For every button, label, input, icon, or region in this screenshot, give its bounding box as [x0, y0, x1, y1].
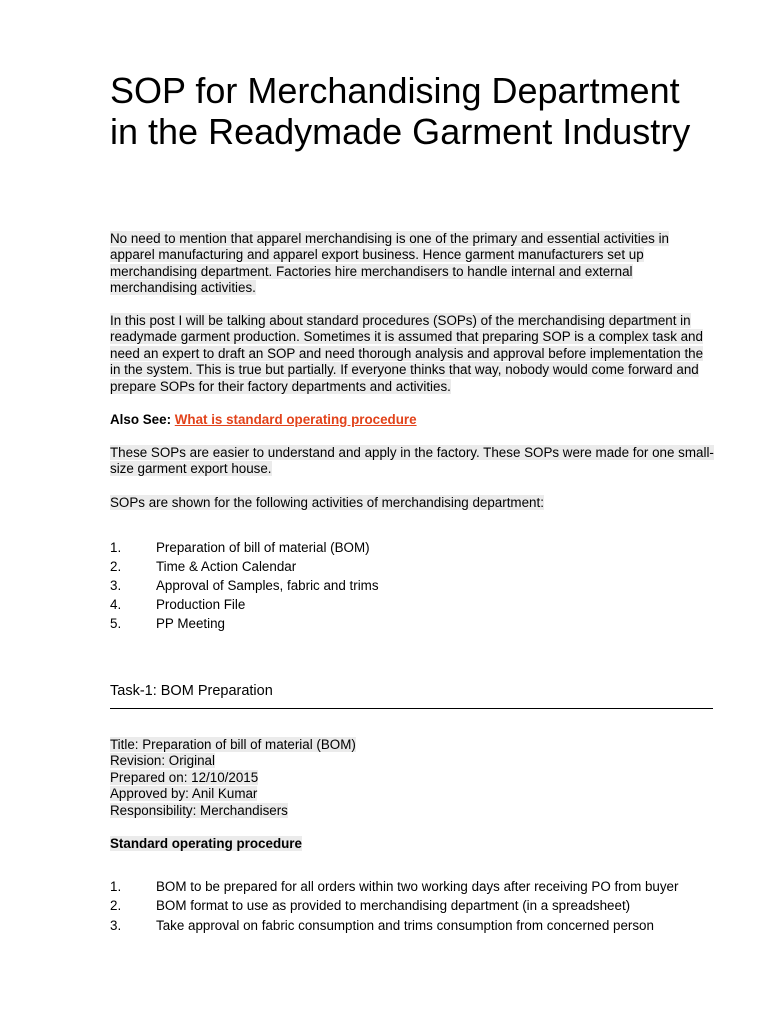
second-paragraph-text: In this post I will be talking about standard procedures (SOPs) of the merchandising department in readymade garment production. Sometimes it is assumed that preparing SOP is a complex task and need an expert to draft an SOP and need thorough analysis and approval before implementation the in the system. This is true but partially. If everyone thinks that way, nobody would come forward and prepare SOPs for their factory departments and activities. [110, 313, 704, 394]
sop-metadata [110, 737, 356, 819]
intro-paragraph [110, 231, 714, 297]
list-item-text: Approval of Samples, fabric and trims [156, 578, 379, 593]
activities-list [110, 538, 714, 633]
list-item-number: 1. [110, 540, 122, 555]
meta-title: Title: Preparation of bill of material (BOM) [110, 737, 356, 752]
sop-heading-text: Standard operating procedure [110, 836, 302, 851]
step-number: 2. [110, 898, 122, 914]
list-item [110, 898, 714, 914]
step-text: BOM to be prepared for all orders within two working days after receiving PO from buyer [156, 879, 679, 894]
meta-revision: Revision: Original [110, 753, 215, 769]
meta-approved-by: Approved by: Anil Kumar [110, 786, 258, 802]
step-number: 1. [110, 879, 122, 894]
list-item [110, 557, 714, 576]
list-item-number: 4. [110, 597, 122, 612]
intro-paragraph-text: No need to mention that apparel merchandising is one of the primary and essential activities in apparel manufacturing and apparel export business. Hence garment manufacturers set up merchandising department. Factories hire merchandisers to handle internal and external merchandising activities. [110, 231, 670, 296]
meta-responsibility: Responsibility: Merchandisers [110, 802, 288, 818]
third-paragraph-text: These SOPs are easier to understand and apply in the factory. These SOPs were made for one small-size garment export house. [110, 445, 714, 477]
list-item-text: Preparation of bill of material (BOM) [156, 540, 370, 555]
task-heading: Task-1: BOM Preparation [110, 683, 273, 699]
list-item-text: Production File [156, 597, 246, 612]
list-intro-text: SOPs are shown for the following activities of merchandising department: [110, 495, 544, 510]
list-item [110, 879, 714, 895]
list-item [110, 614, 714, 633]
also-see-link[interactable]: What is standard operating procedure [174, 412, 417, 427]
step-text: BOM format to use as provided to merchandising department (in a spreadsheet) [156, 898, 631, 914]
also-see-line [110, 412, 714, 428]
step-text: Take approval on fabric consumption and trims consumption from concerned person [156, 917, 654, 933]
list-item-text: PP Meeting [156, 616, 225, 631]
horizontal-divider [110, 708, 713, 709]
document-title: SOP for Merchandising Department in the Readymade Garment Industry [110, 70, 691, 152]
list-item [110, 595, 714, 614]
second-paragraph [110, 313, 714, 395]
list-item [110, 918, 714, 934]
sop-heading [110, 836, 302, 852]
list-item [110, 538, 714, 557]
list-item-number: 2. [110, 559, 122, 574]
meta-prepared-on: Prepared on: 12/10/2015 [110, 769, 259, 785]
list-item-text: Time & Action Calendar [156, 559, 297, 574]
list-intro [110, 495, 714, 511]
list-item-number: 5. [110, 616, 122, 631]
list-item [110, 576, 714, 595]
list-item-number: 3. [110, 578, 122, 593]
third-paragraph [110, 445, 714, 478]
also-see-label: Also See: [110, 412, 175, 427]
step-number: 3. [110, 917, 122, 933]
sop-steps-list [110, 879, 714, 937]
